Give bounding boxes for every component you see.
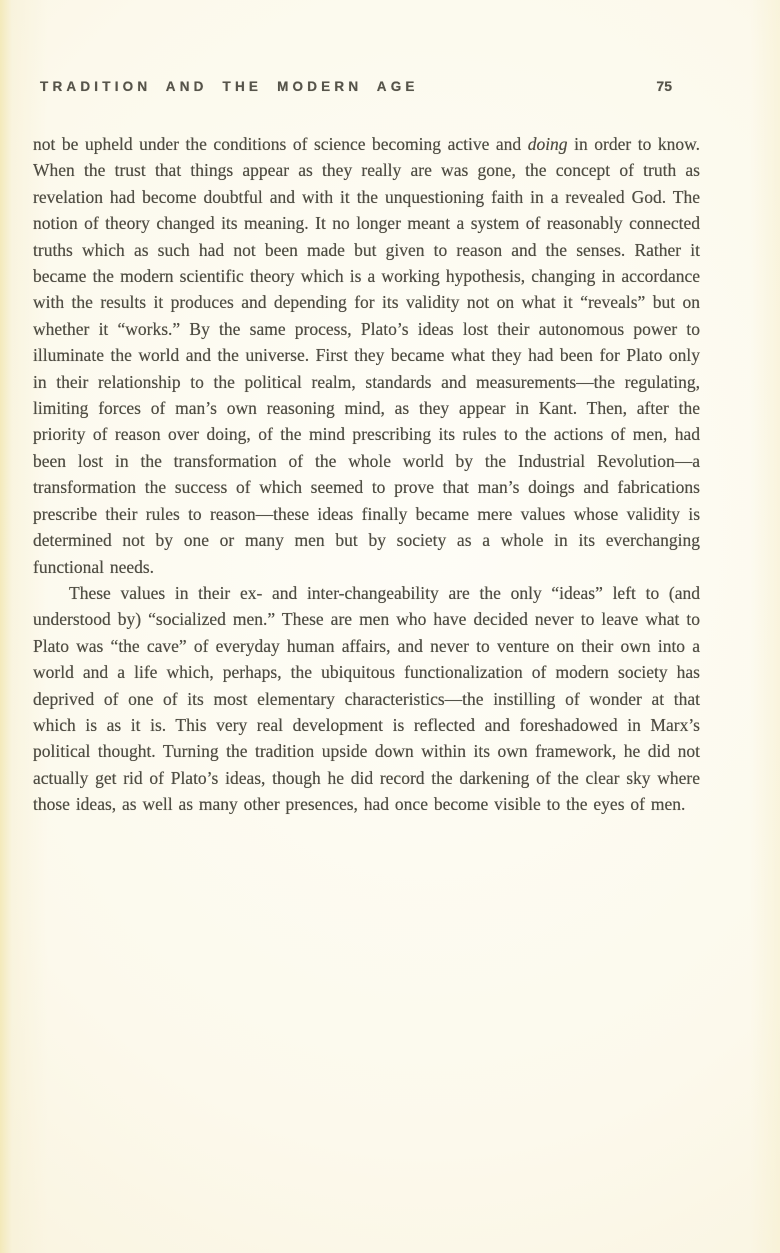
page-number: 75 [656,78,672,94]
paragraph [33,580,700,818]
page-body [33,131,700,818]
text-run: These values in their ex- and inter-changeability are the only “ideas” left to (and understood by) “socialized men.” These are men who have decided never to leave what to Plato was “the cave” of everyday human affairs, and never to venture on their own into a world and a life which, perhaps, the ubiquitous functionalization of modern society has deprived of one of its most elementary characteristics—the instilling of wonder at that which is as it is. This very real development is reflected and foreshadowed in Marx’s political thought. Turning the tradition upside down within its own framework, he did not actually get rid of Plato’s ideas, though he did record the darkening of the clear sky where those ideas, as well as many other presences, had once become visible to the eyes of men. [33,582,700,815]
running-header-title: TRADITION AND THE MODERN AGE [40,79,419,94]
running-header [0,78,780,94]
text-run: not be upheld under the conditions of science becoming active and [33,134,528,154]
italic-text: doing [527,134,568,154]
paragraph [33,131,700,580]
text-run: in order to know. When the trust that things appear as they really are was gone, the concept of truth as revelation had become doubtful and with it the unquestioning faith in a revealed God. The notion of theory changed its meaning. It no longer meant a system of reasonably connected truths which as such had not been made but given to reason and the senses. Rather it became the modern scientific theory which is a working hypothesis, changing in accordance with the results it produces and depending for its validity not on what it “reveals” but on whether it “works.” By the same process, Plato’s ideas lost their autonomous power to illuminate the world and the universe. First they became what they had been for Plato only in their relationship to the political realm, standards and measurements—the regulating, limiting forces of man’s own reasoning mind, as they appear in Kant. Then, after the priority of reason over doing, of the mind prescribing its rules to the actions of men, had been lost in the transformation of the whole world by the Industrial Revolution—a transformation the success of which seemed to prove that man’s doings and fabrications prescribe their rules to reason—these ideas finally became mere values whose validity is determined not by one or many men but by society as a whole in its everchanging functional needs. [33,134,700,577]
